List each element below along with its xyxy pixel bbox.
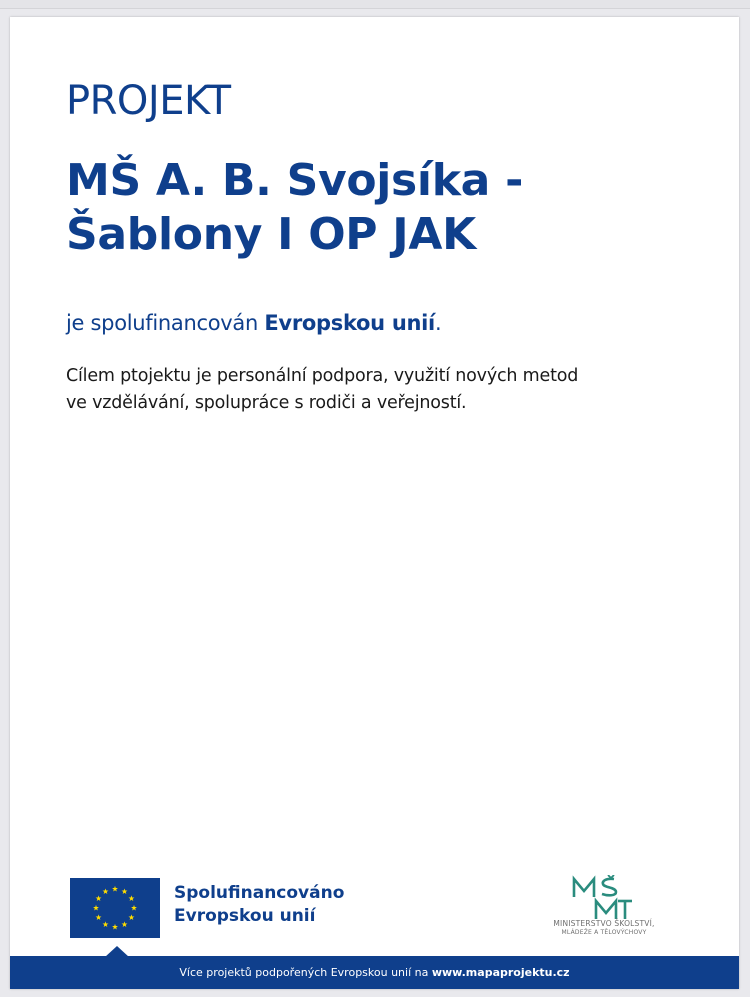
footer-bar: [10, 956, 739, 989]
footer-prefix: Více projektů podpořených Evropskou unií na: [179, 966, 432, 979]
cofinancing-suffix: .: [434, 311, 442, 335]
eu-star-icon: [112, 924, 118, 930]
project-kicker: PROJEKT: [66, 78, 231, 124]
description-line-1: Cílem ptojektu je personální podpora, využití nových metod: [66, 366, 579, 386]
eu-logo-line-2: Evropskou unií: [174, 906, 316, 926]
cofinancing-statement: [66, 311, 441, 335]
ministry-name-line-2: MLÁDEŽE A TĚLOVÝCHOVY: [561, 929, 647, 936]
eu-star-icon: [96, 895, 102, 901]
footer-text: [10, 956, 739, 989]
description-line-2: ve vzdělávání, spolupráce s rodiči a veřejností.: [66, 393, 467, 413]
eu-star-icon: [96, 914, 102, 920]
ministry-logo: [534, 875, 674, 941]
eu-star-icon: [103, 921, 109, 927]
project-title: [66, 154, 706, 262]
cofinancing-prefix: je spolufinancován: [66, 311, 265, 335]
document-page: [10, 17, 739, 989]
eu-star-icon: [93, 905, 99, 911]
eu-logo-line-1: Spolufinancováno: [174, 883, 345, 903]
project-title-line-2: Šablony I OP JAK: [66, 209, 476, 260]
msmt-monogram-icon: [570, 875, 634, 921]
project-title-line-1: MŠ A. B. Svojsíka -: [66, 155, 524, 206]
ministry-name-line-1: MINISTERSTVO ŠKOLSTVÍ,: [553, 919, 655, 928]
eu-star-icon: [131, 905, 137, 911]
eu-flag-icon: [70, 878, 160, 938]
cofinancing-emphasis: Evropskou unií: [264, 311, 435, 335]
eu-star-icon: [122, 888, 128, 894]
eu-star-icon: [103, 888, 109, 894]
viewer-top-bar: [0, 0, 750, 9]
eu-star-icon: [129, 914, 135, 920]
eu-star-icon: [112, 886, 118, 892]
footer-link[interactable]: www.mapaprojektu.cz: [431, 966, 570, 979]
eu-star-icon: [122, 921, 128, 927]
eu-logo-text: [174, 882, 344, 928]
project-description: [66, 363, 686, 417]
eu-star-icon: [129, 895, 135, 901]
